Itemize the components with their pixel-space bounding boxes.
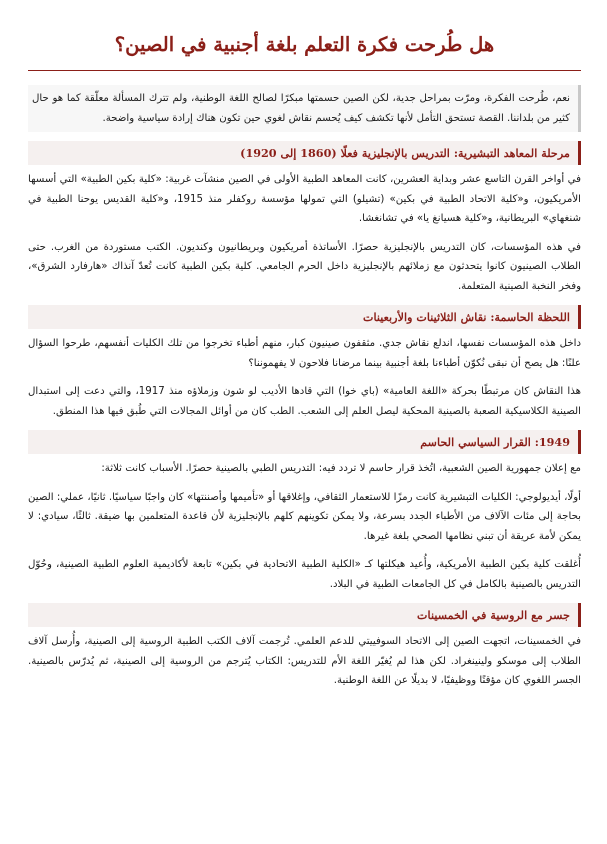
section-heading: 1949: القرار السياسي الحاسم xyxy=(28,430,581,454)
section-decisive-debate xyxy=(28,305,581,421)
paragraph: أولًا، أيديولوجي: الكليات التبشيرية كانت رمزًا للاستعمار الثقافي، وإغلاقها أو «تأميمها وأصننتها» كان واجبًا سياسيًا. ثانيًا، عملي: الصين بحاجة إلى مئات الآلاف من الأطباء الجدد بسرعة، ولا يمكن تكوينهم كلهم بالإنجليزية لأن قاعدة المتعلمين بها ضيقة. ثالثًا، سيادي: لا يمكن لأمة عريقة أن تبني نظامها الصحي بلغة غيرها. xyxy=(28,491,581,542)
paragraph: في الخمسينات، اتجهت الصين إلى الاتحاد السوفييتي للدعم العلمي. تُرجمت آلاف الكتب الطبية الروسية إلى الصينية، وأُرسل آلاف الطلاب إلى موسكو ولينينغراد. لكن هذا لم يُغيّر اللغة الأم للتدريس: الكتاب يُترجم من الروسية إلى الصينية، ثم يُدرّس بالصينية. الجسر اللغوي كان مؤقتًا ووظيفيًا، لا بديلًا عن اللغة الوطنية. xyxy=(28,636,581,686)
paragraph: في هذه المؤسسات، كان التدريس بالإنجليزية حصرًا. الأساتذة أمريكيون وبريطانيون وكنديون. الكتب مستوردة من الغرب. حتى الطلاب الصينيون كانوا يتحدثون مع زملائهم بالإنجليزية داخل الحرم الجامعي. كلية بكين الطبية كانت تُعدّ آنذاك «هارفارد الشرق»، وفخر النخبة الصينية المتعلمة. xyxy=(28,241,581,292)
paragraph: أُغلقت كلية بكين الطبية الأمريكية، وأُعيد هيكلتها كـ «الكلية الطبية الاتحادية في بكين» تابعة لأكاديمية العلوم الطبية الصينية، وحُوّل التدريس بالصينية بالكامل في كل الجامعات الطبية في البلاد. xyxy=(28,559,581,590)
section-missionary-era xyxy=(28,141,581,296)
intro-box: نعم، طُرحت الفكرة، ومرّت بمراحل جدية، لكن الصين حسمتها مبكرًا لصالح اللغة الوطنية، ولم تترك المسألة معلّقة كما هو حال كثير من بلداننا. القصة تستحق التأمل لأنها تكشف كيف يُحسم نقاش لغوي حين تكون هناك إرادة سياسية واضحة. xyxy=(28,85,581,132)
section-heading: مرحلة المعاهد التبشيرية: التدريس بالإنجليزية فعلًا (1860 إلى 1920) xyxy=(28,141,581,165)
page-title: هل طُرحت فكرة التعلم بلغة أجنبية في الصين؟ xyxy=(28,0,581,71)
paragraph: في أواخر القرن التاسع عشر وبداية العشرين، كانت المعاهد الطبية الأولى في الصين منشآت غربية: «كلية بكين الطبية» التي أسسها الأمريكيون، و«كلية الاتحاد الطبية في بكين» (تشيلو) التي تمولها مؤسسة روكفلر منذ 1915، و«كلية القديس يوحنا الطبية في شنغهاي» البريطانية، و«كلية هسيانغ يا» في تشانغشا. xyxy=(28,174,581,224)
section-heading: جسر مع الروسية في الخمسينات xyxy=(28,603,581,627)
paragraph: مع إعلان جمهورية الصين الشعبية، اتُخذ قرار حاسم لا تردد فيه: التدريس الطبي بالصينية حصرًا. الأسباب كانت ثلاثة: xyxy=(101,463,581,474)
paragraph: هذا النقاش كان مرتبطًا بحركة «اللغة العامية» (باي خوا) التي قادها الأديب لو شون وزملاؤه منذ 1917، والتي دعت إلى استبدال الصينية الكلاسيكية الصعبة بالصينية المحكية ليصل العلم إلى الشعب. الطب كان من أوائل المجالات التي طُبق فيها هذا المنطق. xyxy=(28,386,581,417)
section-russian-bridge xyxy=(28,603,581,691)
section-heading: اللحظة الحاسمة: نقاش الثلاثينات والأربعينات xyxy=(28,305,581,329)
section-1949-decision xyxy=(28,430,581,594)
paragraph: داخل هذه المؤسسات نفسها، اندلع نقاش جدي. مثقفون صينيون كبار، منهم أطباء تخرجوا من تلك الكليات أنفسهم، طرحوا السؤال علنًا: هل يصح أن نبقى نُكوّن أطباءنا بلغة أجنبية بينما مرضانا فلاحون لا يفهموننا؟ xyxy=(28,338,581,369)
